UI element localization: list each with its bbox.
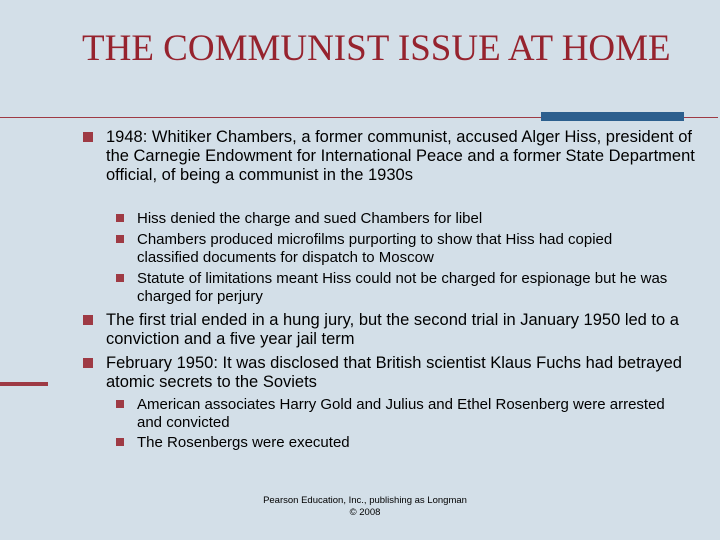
sub-bullet-item [137,396,677,431]
bullet-text: Statute of limitations meant Hiss could not be charged for espionage but he was charged for perjury [137,270,668,305]
bullet-text: Hiss denied the charge and sued Chambers for libel [137,210,483,227]
square-bullet-icon [83,358,93,368]
bullet-text: The first trial ended in a hung jury, but the second trial in January 1950 led to a conviction and a five year jail term [106,311,679,348]
bullet-text: 1948: Whitiker Chambers, a former communist, accused Alger Hiss, president of the Carnegie Endowment for International Peace and a former State Department official, of being a communist in the 1930s [106,128,695,184]
bullet-text: American associates Harry Gold and Julius and Ethel Rosenberg were arrested and convicted [137,396,665,431]
sub-bullet-item [137,434,677,452]
square-bullet-icon [83,132,93,142]
square-bullet-icon [116,438,124,446]
square-bullet-icon [116,400,124,408]
footer-copyright: © 2008 [349,507,381,518]
bullet-item [106,311,696,349]
footer-publisher: Pearson Education, Inc., publishing as Longman [263,495,467,506]
bullet-text: Chambers produced microfilms purporting to show that Hiss had copied classified documents for dispatch to Moscow [137,231,613,266]
sub-bullet-item [137,270,677,305]
slide-title: THE COMMUNIST ISSUE AT HOME [82,28,671,69]
bullet-text: February 1950: It was disclosed that British scientist Klaus Fuchs had betrayed atomic secrets to the Soviets [106,354,682,391]
bullet-text: The Rosenbergs were executed [137,434,350,451]
bullet-item [106,354,696,392]
sub-bullet-item [137,210,677,228]
square-bullet-icon [116,235,124,243]
square-bullet-icon [116,274,124,282]
square-bullet-icon [116,214,124,222]
bullet-item [106,128,696,185]
sub-bullet-item [137,231,677,266]
footer-credit [240,495,490,519]
square-bullet-icon [83,315,93,325]
